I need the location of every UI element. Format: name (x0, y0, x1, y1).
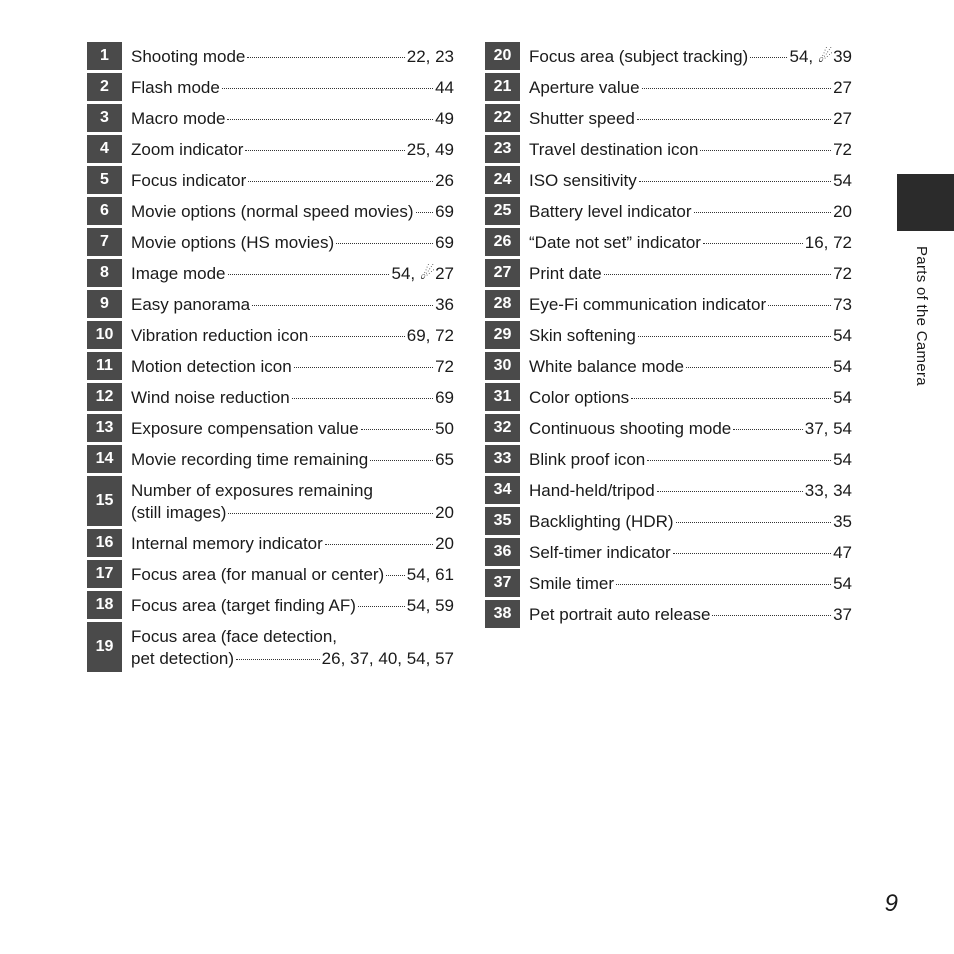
index-row (87, 529, 454, 557)
item-label: Zoom indicator (131, 140, 244, 159)
item-label: Macro mode (131, 109, 226, 128)
page-reference[interactable]: 36 (435, 295, 454, 314)
item-number: 26 (485, 228, 520, 256)
index-row (485, 414, 852, 442)
item-label: White balance mode (529, 357, 684, 376)
dot-leader (686, 367, 831, 368)
item-label: Self-timer indicator (529, 543, 671, 562)
page-reference[interactable]: 54 (833, 357, 852, 376)
item-number: 38 (485, 600, 520, 628)
item-label: Battery level indicator (529, 202, 692, 221)
item-label: Flash mode (131, 78, 220, 97)
page-reference[interactable]: 69, 72 (406, 326, 454, 345)
index-row (485, 476, 852, 504)
item-label: Travel destination icon (529, 140, 699, 159)
dot-leader (247, 57, 404, 58)
item-number: 34 (485, 476, 520, 504)
page-reference[interactable]: 20 (833, 202, 852, 221)
item-number: 5 (87, 166, 122, 194)
item-label: Aperture value (529, 78, 640, 97)
page-reference[interactable]: 73 (833, 295, 852, 314)
index-row (87, 560, 454, 588)
page-reference[interactable]: 69 (435, 233, 454, 252)
item-label: Focus indicator (131, 171, 247, 190)
item-label: Vibration reduction icon (131, 326, 309, 345)
index-row (87, 228, 454, 256)
item-number: 36 (485, 538, 520, 566)
item-label: Continuous shooting mode (529, 419, 732, 438)
index-row (485, 135, 852, 163)
item-label: “Date not set” indicator (529, 233, 701, 252)
item-label: Skin softening (529, 326, 636, 345)
section-label: Parts of the Camera (913, 246, 930, 386)
item-number: 10 (87, 321, 122, 349)
item-label-line1: Focus area (face detection, (131, 627, 338, 646)
item-label: Shooting mode (131, 47, 246, 66)
dot-leader (310, 336, 404, 337)
item-number: 21 (485, 73, 520, 101)
item-number: 33 (485, 445, 520, 473)
left-index-column (87, 42, 454, 675)
page-reference[interactable]: 54, ☄27 (391, 264, 454, 283)
page-reference[interactable]: 54, ☄39 (789, 47, 852, 66)
item-label: Print date (529, 264, 602, 283)
index-row (87, 445, 454, 473)
page-reference[interactable]: 35 (833, 512, 852, 531)
dot-leader (647, 460, 831, 461)
index-row (87, 259, 454, 287)
item-number: 6 (87, 197, 122, 225)
item-number: 20 (485, 42, 520, 70)
item-number: 14 (87, 445, 122, 473)
item-number: 22 (485, 104, 520, 132)
right-index-column (485, 42, 852, 631)
index-row (485, 259, 852, 287)
page-reference[interactable]: 54 (833, 574, 852, 593)
item-number: 29 (485, 321, 520, 349)
item-label: Hand-held/tripod (529, 481, 655, 500)
index-row (87, 104, 454, 132)
index-row (485, 352, 852, 380)
item-label: Blink proof icon (529, 450, 646, 469)
item-number: 25 (485, 197, 520, 225)
item-number: 24 (485, 166, 520, 194)
page-reference[interactable]: 27 (833, 78, 852, 97)
item-number: 17 (87, 560, 122, 588)
index-row (87, 383, 454, 411)
item-label: Smile timer (529, 574, 615, 593)
page-reference[interactable]: 54 (833, 388, 852, 407)
item-label: Easy panorama (131, 295, 251, 314)
index-row (485, 507, 852, 535)
item-label: Focus area (for manual or center) (131, 565, 385, 584)
index-row (87, 414, 454, 442)
index-row (485, 383, 852, 411)
item-number: 12 (87, 383, 122, 411)
item-label: Focus area (target finding AF) (131, 596, 356, 615)
item-label: Pet portrait auto release (529, 605, 711, 624)
index-row (87, 321, 454, 349)
item-label: Color options (529, 388, 630, 407)
dot-leader (616, 584, 831, 585)
dot-leader (361, 429, 433, 430)
dot-leader (676, 522, 832, 523)
page-reference[interactable]: 26 (435, 171, 454, 190)
item-number: 4 (87, 135, 122, 163)
item-label: Backlighting (HDR) (529, 512, 674, 531)
page-reference[interactable]: 25, 49 (406, 140, 454, 159)
item-number: 8 (87, 259, 122, 287)
item-label: Focus area (subject tracking) (529, 47, 749, 66)
item-number: 7 (87, 228, 122, 256)
dot-leader (733, 429, 802, 430)
index-row (87, 622, 454, 672)
page-reference[interactable]: 16, 72 (804, 233, 852, 252)
item-number: 19 (87, 622, 122, 672)
item-label: (still images) (131, 503, 227, 522)
dot-leader (416, 212, 434, 213)
index-row (485, 104, 852, 132)
item-label: Motion detection icon (131, 357, 292, 376)
index-row (485, 569, 852, 597)
item-number: 37 (485, 569, 520, 597)
dot-leader (245, 150, 404, 151)
dot-leader (252, 305, 433, 306)
dot-leader (236, 659, 320, 660)
dot-leader (228, 513, 433, 514)
page-reference[interactable]: 49 (435, 109, 454, 128)
index-row (87, 591, 454, 619)
dot-leader (292, 398, 433, 399)
index-row (87, 476, 454, 526)
item-number: 11 (87, 352, 122, 380)
page-reference[interactable]: 47 (833, 543, 852, 562)
index-row (485, 73, 852, 101)
page-reference[interactable]: 20 (435, 534, 454, 553)
dot-leader (631, 398, 831, 399)
index-row (87, 166, 454, 194)
index-row (87, 135, 454, 163)
item-label: Exposure compensation value (131, 419, 359, 438)
item-number: 28 (485, 290, 520, 318)
item-number: 35 (485, 507, 520, 535)
item-number: 31 (485, 383, 520, 411)
page-reference[interactable]: 50 (435, 419, 454, 438)
item-label: Movie options (normal speed movies) (131, 202, 414, 221)
page-reference[interactable]: 22, 23 (406, 47, 454, 66)
dot-leader (768, 305, 831, 306)
section-tab-marker (897, 174, 954, 231)
item-label: Image mode (131, 264, 226, 283)
page-reference[interactable]: 69 (435, 202, 454, 221)
dot-leader (386, 575, 405, 576)
index-row (87, 42, 454, 70)
item-label: Movie options (HS movies) (131, 233, 335, 252)
page-reference[interactable]: 65 (435, 450, 454, 469)
dot-leader (222, 88, 433, 89)
item-label: Shutter speed (529, 109, 635, 128)
dot-leader (227, 119, 433, 120)
item-label: ISO sensitivity (529, 171, 637, 190)
item-number: 3 (87, 104, 122, 132)
item-label: Wind noise reduction (131, 388, 290, 407)
page-reference[interactable]: 72 (435, 357, 454, 376)
item-number: 30 (485, 352, 520, 380)
item-number: 15 (87, 476, 122, 526)
dot-leader (248, 181, 433, 182)
index-row (485, 42, 852, 70)
dot-leader (703, 243, 803, 244)
dot-leader (642, 88, 832, 89)
page-reference[interactable]: 54, 59 (406, 596, 454, 615)
item-number: 32 (485, 414, 520, 442)
index-row (485, 166, 852, 194)
page-reference[interactable]: 54 (833, 450, 852, 469)
item-label: Movie recording time remaining (131, 450, 369, 469)
dot-leader (336, 243, 433, 244)
item-number: 27 (485, 259, 520, 287)
page-reference[interactable]: 69 (435, 388, 454, 407)
item-label: pet detection) (131, 649, 235, 668)
item-number: 18 (87, 591, 122, 619)
item-number: 13 (87, 414, 122, 442)
page-reference[interactable]: 27 (833, 109, 852, 128)
index-row (485, 290, 852, 318)
dot-leader (370, 460, 433, 461)
index-row (485, 538, 852, 566)
dot-leader (228, 274, 390, 275)
page-reference[interactable]: 26, 37, 40, 54, 57 (321, 649, 454, 668)
page-reference[interactable]: 54, 61 (406, 565, 454, 584)
dot-leader (294, 367, 433, 368)
item-label: Internal memory indicator (131, 534, 323, 553)
page-reference[interactable]: 72 (833, 140, 852, 159)
item-label-line1: Number of exposures remaining (131, 481, 373, 500)
item-number: 23 (485, 135, 520, 163)
page-reference[interactable]: 72 (833, 264, 852, 283)
dot-leader (712, 615, 831, 616)
page-reference[interactable]: 54 (833, 171, 852, 190)
dot-leader (657, 491, 803, 492)
index-row (485, 600, 852, 628)
dot-leader (325, 544, 433, 545)
index-row (485, 321, 852, 349)
dot-leader (673, 553, 831, 554)
page-reference[interactable]: 20 (435, 503, 454, 522)
dot-leader (700, 150, 831, 151)
index-row (87, 290, 454, 318)
dot-leader (639, 181, 831, 182)
index-row (485, 445, 852, 473)
index-row (87, 73, 454, 101)
item-number: 1 (87, 42, 122, 70)
index-row (87, 197, 454, 225)
index-row (485, 228, 852, 256)
page-reference[interactable]: 54 (833, 326, 852, 345)
page-reference[interactable]: 44 (435, 78, 454, 97)
page-number: 9 (884, 890, 898, 917)
dot-leader (358, 606, 405, 607)
item-number: 9 (87, 290, 122, 318)
dot-leader (604, 274, 831, 275)
item-number: 16 (87, 529, 122, 557)
dot-leader (637, 119, 831, 120)
dot-leader (750, 57, 787, 58)
index-row (87, 352, 454, 380)
index-row (485, 197, 852, 225)
item-number: 2 (87, 73, 122, 101)
dot-leader (694, 212, 832, 213)
page-reference[interactable]: 33, 34 (804, 481, 852, 500)
page-reference[interactable]: 37, 54 (804, 419, 852, 438)
item-label: Eye-Fi communication indicator (529, 295, 767, 314)
dot-leader (638, 336, 831, 337)
page-reference[interactable]: 37 (833, 605, 852, 624)
